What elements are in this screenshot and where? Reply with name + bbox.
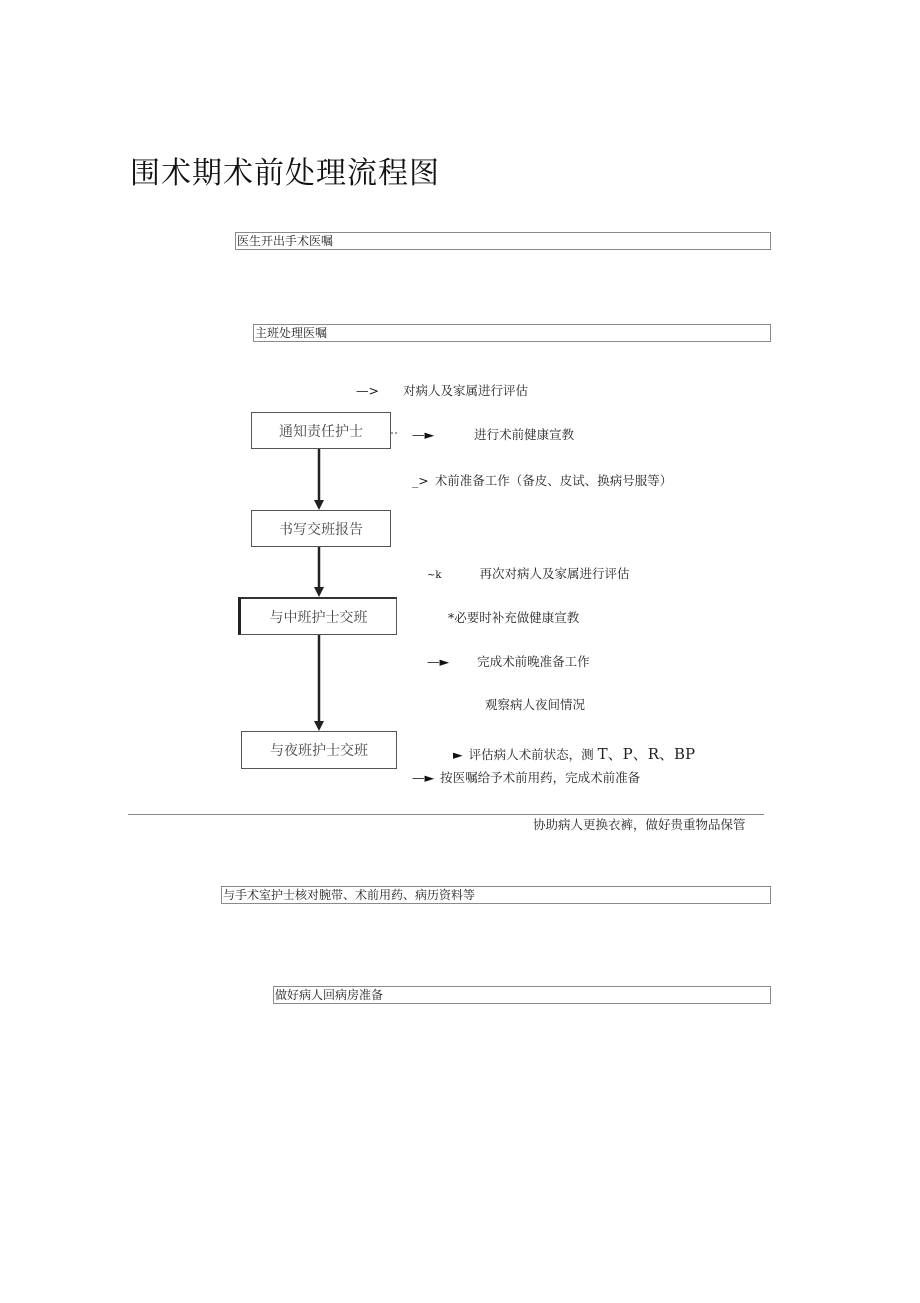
arrow-glyph: —► (412, 770, 435, 785)
note-observe-night-text: 观察病人夜间情况 (485, 697, 586, 712)
main-shift-label: 主班处理医嘱 (255, 326, 328, 340)
note-education-text: 进行术前健康宣教 (474, 427, 575, 442)
note-preparation (412, 471, 672, 489)
note-evening-prep (427, 652, 590, 670)
notify-nurse-label: 通知责任护士 (279, 423, 363, 440)
note-education (412, 425, 574, 443)
page-title: 围术期术前处理流程图 (130, 156, 440, 191)
note-evening-prep-text: 完成术前晚准备工作 (477, 654, 590, 669)
note-re-evaluate-text: 再次对病人及家属进行评估 (479, 566, 630, 581)
doctor-order-label: 医生开出手术医嘱 (237, 234, 334, 248)
note-assess-state-text: 评估病人术前状态，测 (468, 747, 594, 762)
note-premedication (412, 768, 640, 786)
arrow-report-to-mid (314, 547, 324, 597)
night-shift-label: 与夜班护士交班 (270, 743, 368, 759)
verify-bar (221, 886, 771, 904)
note-change-clothes-text: 协助病人更换衣裤，做好贵重物品保管 (533, 817, 746, 832)
return-prep-bar (273, 986, 771, 1004)
arrow-glyph: ► (453, 747, 463, 762)
arrow-glyph: ~k (427, 570, 442, 581)
note-premedication-text: 按医嘱给予术前用药，完成术前准备 (440, 770, 641, 785)
vital-signs-text: T、P、R、BP (597, 745, 696, 763)
verify-label: 与手术室护士核对腕带、术前用药、病历资料等 (223, 888, 476, 902)
note-re-evaluate (427, 564, 629, 582)
arrow-mid-to-night (314, 635, 324, 731)
note-preparation-text: 术前准备工作（备皮、皮试、换病号服等） (434, 473, 673, 488)
note-evaluate-text: 对病人及家属进行评估 (402, 383, 528, 398)
note-evaluate (356, 381, 528, 399)
arrow-glyph: _> (412, 473, 429, 488)
write-report-label: 书写交班报告 (279, 521, 363, 538)
arrow-glyph: —> (356, 383, 379, 398)
arrow-glyph: —► (412, 427, 435, 442)
mid-shift-label: 与中班护士交班 (269, 609, 368, 626)
return-prep-label: 做好病人回病房准备 (275, 988, 384, 1002)
arrow-notify-to-report (314, 449, 324, 510)
arrow-glyph: —► (427, 654, 450, 669)
note-change-clothes (533, 815, 746, 833)
note-assess-state (453, 743, 695, 764)
note-extra-education-text: *必要时补充做健康宣教 (448, 610, 580, 625)
note-extra-education (448, 608, 579, 626)
note-observe-night (485, 695, 585, 713)
